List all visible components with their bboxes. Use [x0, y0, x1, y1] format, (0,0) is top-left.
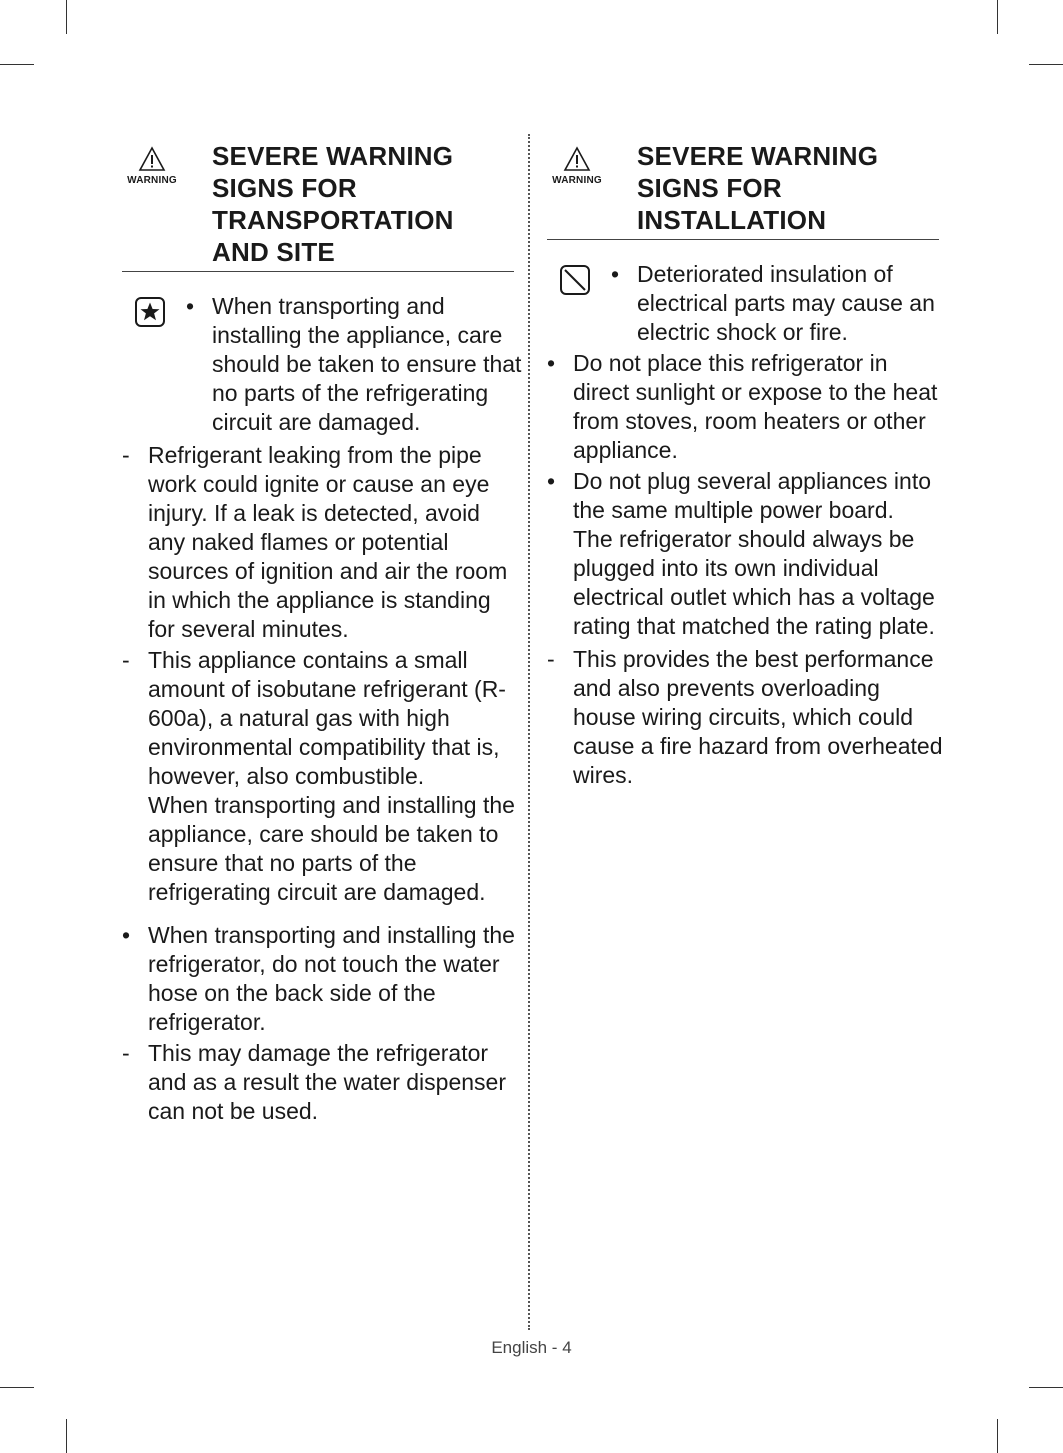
section-title — [637, 140, 878, 236]
section-header — [547, 140, 947, 240]
dash-marker: - — [122, 1040, 130, 1066]
list-item — [122, 441, 522, 644]
item-text: This may damage the refrigerator and as a result the water dispenser can not be used. — [148, 1040, 506, 1124]
section-header — [122, 140, 522, 270]
list-item — [122, 292, 522, 437]
crop-mark — [1029, 1387, 1063, 1388]
section-body — [547, 260, 947, 790]
warning-label: WARNING — [552, 175, 602, 186]
title-line: SIGNS FOR — [212, 173, 357, 203]
header-rule — [547, 239, 939, 240]
warning-triangle-icon — [563, 146, 591, 172]
crop-mark — [1029, 64, 1063, 65]
warning-badge — [122, 146, 182, 186]
list-item — [122, 921, 522, 1037]
crop-mark — [0, 64, 34, 65]
bullet-marker: • — [122, 922, 131, 948]
section-body — [122, 292, 522, 1126]
crop-mark — [66, 0, 67, 34]
title-line: INSTALLATION — [637, 205, 827, 235]
title-line: AND SITE — [212, 237, 335, 267]
title-line: TRANSPORTATION — [212, 205, 454, 235]
list-item — [122, 646, 522, 907]
bullet-marker: • — [186, 293, 195, 319]
page-footer: English - 4 — [491, 1338, 572, 1357]
dash-marker: - — [122, 647, 130, 673]
bullet-marker: • — [547, 350, 556, 376]
item-text: When transporting and installing the refrigerator, do not touch the water hose on the back side of the refrigerator. — [148, 922, 515, 1035]
list-item — [547, 349, 947, 465]
crop-mark — [0, 1387, 34, 1388]
prohibited-icon — [559, 264, 591, 303]
item-text: When transporting and installing the appliance, care should be taken to ensure that no parts of the refrigerating circuit are damaged. — [212, 293, 522, 435]
crop-mark — [997, 1419, 998, 1453]
list-item — [547, 645, 947, 790]
star-icon — [134, 296, 166, 335]
item-text: Deteriorated insulation of electrical parts may cause an electric shock or fire. — [637, 261, 935, 345]
item-text: Do not place this refrigerator in direct sunlight or expose to the heat from stoves, room heaters or other appliance. — [573, 350, 938, 463]
header-rule — [122, 271, 514, 272]
item-text: Refrigerant leaking from the pipe work could ignite or cause an eye injury. If a leak is detected, avoid any naked flames or potential sources of ignition and air the room in which the appliance is standing for several minutes. — [148, 442, 508, 642]
item-continuation: When transporting and installing the appliance, care should be taken to ensure that no parts of the refrigerating circuit are damaged. — [148, 792, 515, 905]
title-line: SEVERE WARNING — [212, 141, 454, 171]
list-item — [122, 1039, 522, 1126]
warning-label: WARNING — [127, 175, 177, 186]
item-continuation: The refrigerator should always be plugged into its own individual electrical outlet which has a voltage rating that matched the rating plate. — [573, 526, 935, 639]
installation-section — [547, 140, 947, 790]
dash-marker: - — [547, 646, 555, 672]
title-line: SEVERE WARNING — [637, 141, 879, 171]
bullet-marker: • — [611, 261, 620, 287]
crop-mark — [997, 0, 998, 34]
title-line: SIGNS FOR — [637, 173, 782, 203]
warning-badge — [547, 146, 607, 186]
transportation-section — [122, 140, 522, 1126]
dash-marker: - — [122, 442, 130, 468]
column-divider — [528, 134, 530, 1330]
crop-mark — [66, 1419, 67, 1453]
list-item — [547, 467, 947, 641]
item-text: This provides the best performance and also prevents overloading house wiring circuits, which could cause a fire hazard from overheated wires. — [573, 646, 943, 788]
bullet-marker: • — [547, 468, 556, 494]
item-text: Do not plug several appliances into the same multiple power board. — [573, 468, 932, 523]
section-title — [212, 140, 454, 268]
warning-triangle-icon — [138, 146, 166, 172]
list-item — [547, 260, 947, 347]
item-text: This appliance contains a small amount of isobutane refrigerant (R-600a), a natural gas with high environmental compatibility that is, however, also combustible. — [148, 647, 506, 789]
